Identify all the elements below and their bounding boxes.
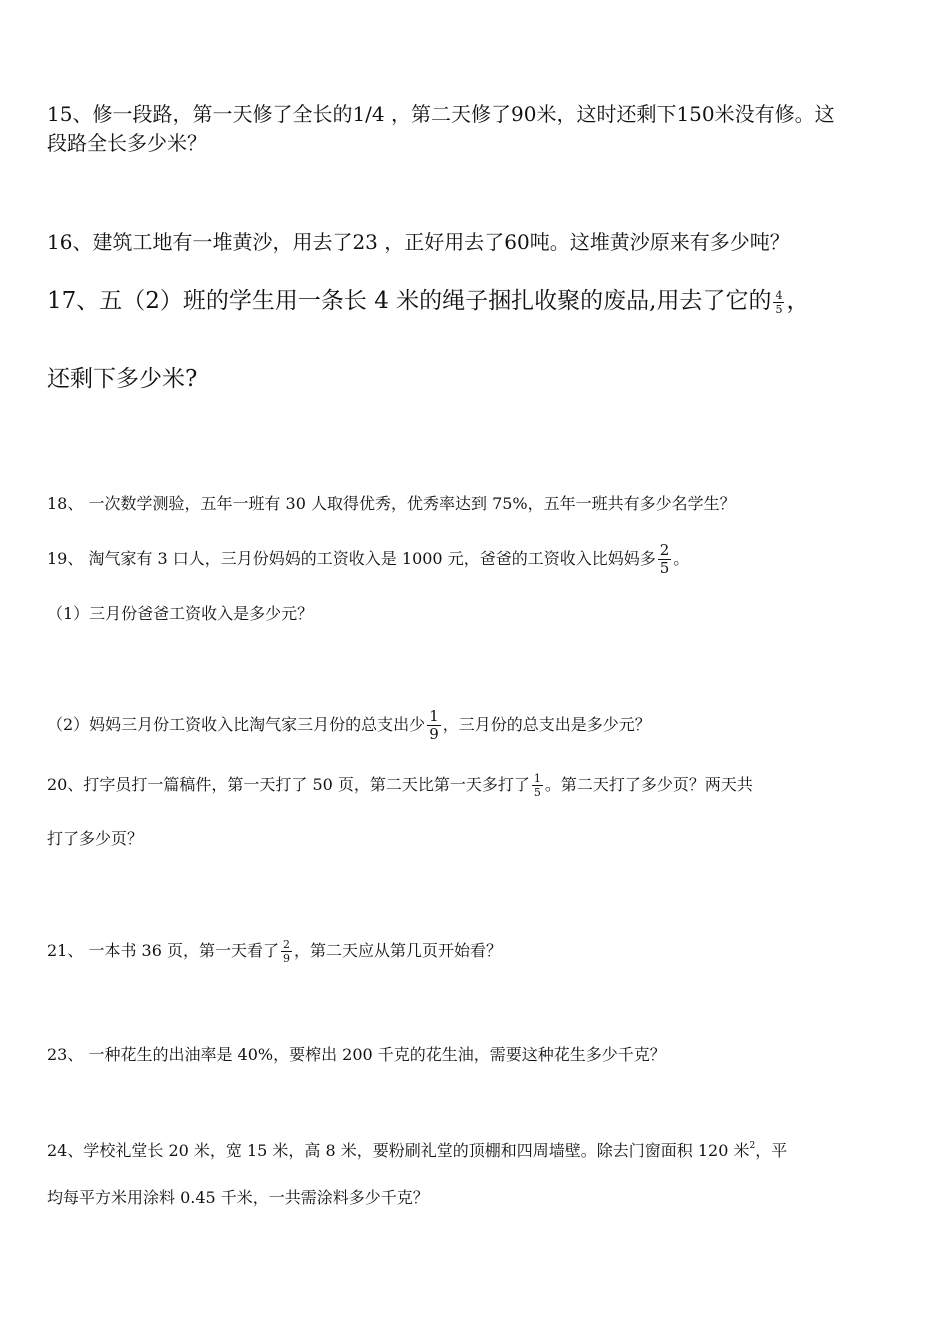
question-19-sub-2-fraction: $\frac{1}{9}$ bbox=[429, 707, 439, 743]
question-15-line-1: 15、修一段路，第一天修了全长的1/4 ，第二天修了90米，这时还剩下150米没有修。这 bbox=[47, 102, 835, 126]
question-16: 16、建筑工地有一堆黄沙，用去了23 ，正好用去了60吨。这堆黄沙原来有多少吨？ bbox=[47, 230, 790, 254]
question-23: 23、 一种花生的出油率是 40%，要榨出 200 千克的花生油，需要这种花生多少千克？ bbox=[47, 1045, 666, 1064]
question-20-line-2: 打了多少页？ bbox=[47, 829, 144, 848]
question-19-fraction: $\frac{2}{5}$ bbox=[659, 541, 670, 577]
question-17-fraction: $\frac{4}{5}$ bbox=[775, 288, 783, 316]
question-17-line-2: 还剩下多少米? bbox=[47, 366, 198, 392]
question-24-superscript: 2 bbox=[749, 1141, 756, 1151]
question-19-sub-1: （1）三月份爸爸工资收入是多少元？ bbox=[47, 604, 314, 623]
question-19-text: 19、 淘气家有 3 口人，三月份妈妈的工资收入是 1000 元，爸爸的工资收入比妈妈多 bbox=[47, 549, 656, 568]
question-20-text: 20、打字员打一篇稿件，第一天打了 50 页，第二天比第一天多打了 bbox=[47, 775, 530, 794]
question-19-sub-2: （2）妈妈三月份工资收入比淘气家三月份的总支出少 $\frac{1}{9}$ ，三月份的总支出是多少元？ bbox=[47, 707, 651, 743]
question-24-line-2: 均每平方米用涂料 0.45 千米，一共需涂料多少千克？ bbox=[47, 1188, 429, 1207]
question-21: 21、 一本书 36 页，第一天看了 $\frac{2}{9}$ ，第二天应从第几页开始看？ bbox=[47, 938, 502, 965]
question-20-line-1: 20、打字员打一篇稿件，第一天打了 50 页，第二天比第一天多打了 $\frac{1}{5}$ 。第二天打了多少页？两天共 bbox=[47, 772, 753, 799]
question-17-text: 17、五（2）班的学生用一条长 4 米的绳子捆扎收聚的废品,用去了它的 bbox=[47, 288, 772, 314]
question-15-line-2: 段路全长多少米？ bbox=[47, 131, 207, 155]
question-19-sub-2-text: （2）妈妈三月份工资收入比淘气家三月份的总支出少 bbox=[47, 715, 426, 734]
question-18: 18、 一次数学测验，五年一班有 30 人取得优秀，优秀率达到 75%，五年一班共有多少名学生？ bbox=[47, 494, 736, 513]
question-19: 19、 淘气家有 3 口人，三月份妈妈的工资收入是 1000 元，爸爸的工资收入比妈妈多 $\frac{2}{5}$ 。 bbox=[47, 541, 690, 577]
question-20-fraction: $\frac{1}{5}$ bbox=[533, 772, 541, 799]
question-24-text: 24、学校礼堂长 20 米，宽 15 米，高 8 米，要粉刷礼堂的顶棚和四周墙壁。除去门窗面积 120 米 bbox=[47, 1141, 750, 1160]
question-21-text: 21、 一本书 36 页，第一天看了 bbox=[47, 941, 279, 960]
question-17-line-1: 17、五（2）班的学生用一条长 4 米的绳子捆扎收聚的废品,用去了它的 $\frac{4}{5}$ ， bbox=[47, 288, 810, 316]
question-21-fraction: $\frac{2}{9}$ bbox=[282, 938, 290, 965]
question-24-line-1: 24、学校礼堂长 20 米，宽 15 米，高 8 米，要粉刷礼堂的顶棚和四周墙壁。除去门窗面积 120 米$^2$，平 bbox=[47, 1141, 788, 1160]
